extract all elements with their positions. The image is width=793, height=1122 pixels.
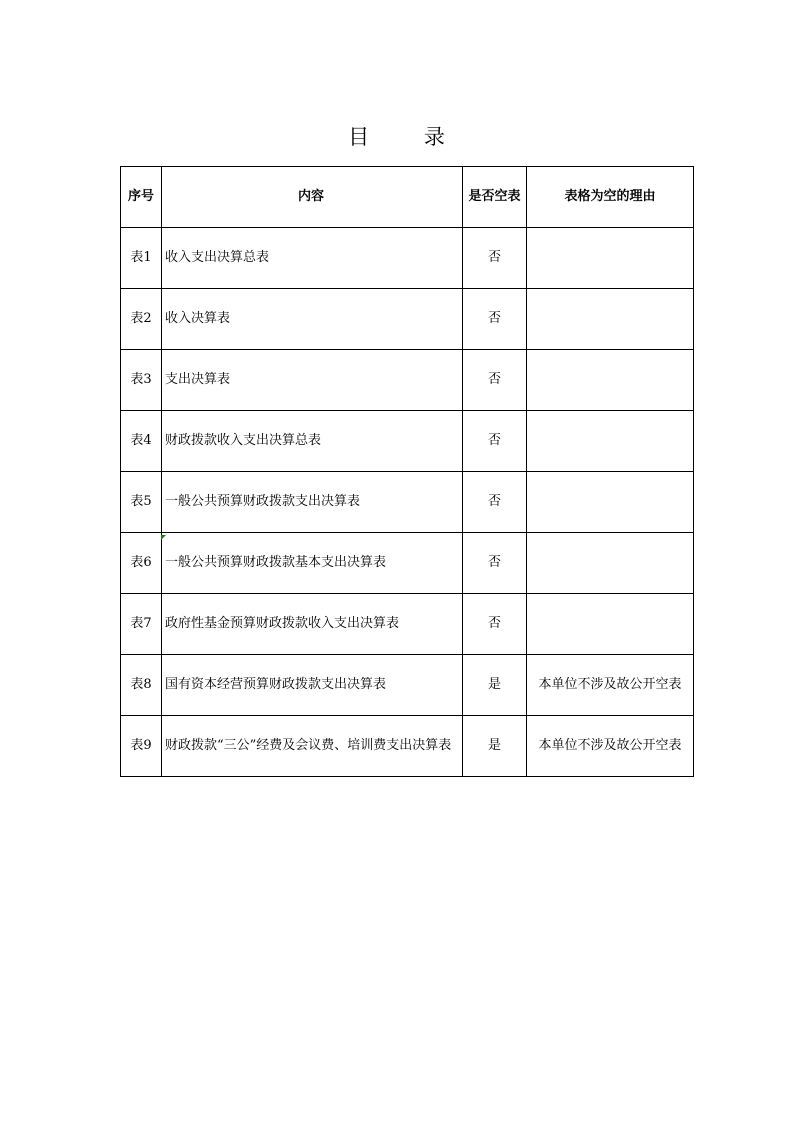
header-is-empty: 是否空表 bbox=[463, 167, 527, 228]
row-reason bbox=[527, 228, 694, 289]
table-row bbox=[121, 289, 694, 350]
row-reason: 本单位不涉及故公开空表 bbox=[527, 655, 694, 716]
row-content: 财政拨款“三公”经费及会议费、培训费支出决算表 bbox=[162, 716, 463, 777]
row-no: 表5 bbox=[121, 472, 162, 533]
row-reason bbox=[527, 289, 694, 350]
row-no: 表6 bbox=[121, 533, 162, 594]
row-content: 一般公共预算财政拨款基本支出决算表 bbox=[162, 533, 463, 594]
table-row bbox=[121, 594, 694, 655]
header-reason: 表格为空的理由 bbox=[527, 167, 694, 228]
header-content: 内容 bbox=[162, 167, 463, 228]
table-row bbox=[121, 350, 694, 411]
row-is-empty: 否 bbox=[463, 228, 527, 289]
row-content: 政府性基金预算财政拨款收入支出决算表 bbox=[162, 594, 463, 655]
row-is-empty: 是 bbox=[463, 716, 527, 777]
table-row bbox=[121, 472, 694, 533]
table-header-row bbox=[121, 167, 694, 228]
row-content: 国有资本经营预算财政拨款支出决算表 bbox=[162, 655, 463, 716]
row-reason bbox=[527, 594, 694, 655]
row-content: 一般公共预算财政拨款支出决算表 bbox=[162, 472, 463, 533]
row-reason: 本单位不涉及故公开空表 bbox=[527, 716, 694, 777]
cell-comment-marker bbox=[161, 535, 166, 540]
row-reason bbox=[527, 411, 694, 472]
row-no: 表8 bbox=[121, 655, 162, 716]
row-is-empty: 否 bbox=[463, 533, 527, 594]
row-content: 财政拨款收入支出决算总表 bbox=[162, 411, 463, 472]
row-content: 支出决算表 bbox=[162, 350, 463, 411]
row-no: 表2 bbox=[121, 289, 162, 350]
row-no: 表4 bbox=[121, 411, 162, 472]
header-no: 序号 bbox=[121, 167, 162, 228]
row-content: 收入支出决算总表 bbox=[162, 228, 463, 289]
table-row bbox=[121, 533, 694, 594]
row-is-empty: 否 bbox=[463, 411, 527, 472]
page-title: 目 录 bbox=[348, 125, 469, 149]
row-is-empty: 否 bbox=[463, 472, 527, 533]
table-row bbox=[121, 411, 694, 472]
row-reason bbox=[527, 350, 694, 411]
table-row bbox=[121, 228, 694, 289]
table-row bbox=[121, 716, 694, 777]
row-is-empty: 否 bbox=[463, 594, 527, 655]
row-is-empty: 是 bbox=[463, 655, 527, 716]
row-no: 表3 bbox=[121, 350, 162, 411]
row-is-empty: 否 bbox=[463, 289, 527, 350]
row-content: 收入决算表 bbox=[162, 289, 463, 350]
row-no: 表7 bbox=[121, 594, 162, 655]
row-is-empty: 否 bbox=[463, 350, 527, 411]
row-reason bbox=[527, 472, 694, 533]
table-row bbox=[121, 655, 694, 716]
toc-table bbox=[120, 166, 694, 777]
row-reason bbox=[527, 533, 694, 594]
row-no: 表1 bbox=[121, 228, 162, 289]
row-no: 表9 bbox=[121, 716, 162, 777]
